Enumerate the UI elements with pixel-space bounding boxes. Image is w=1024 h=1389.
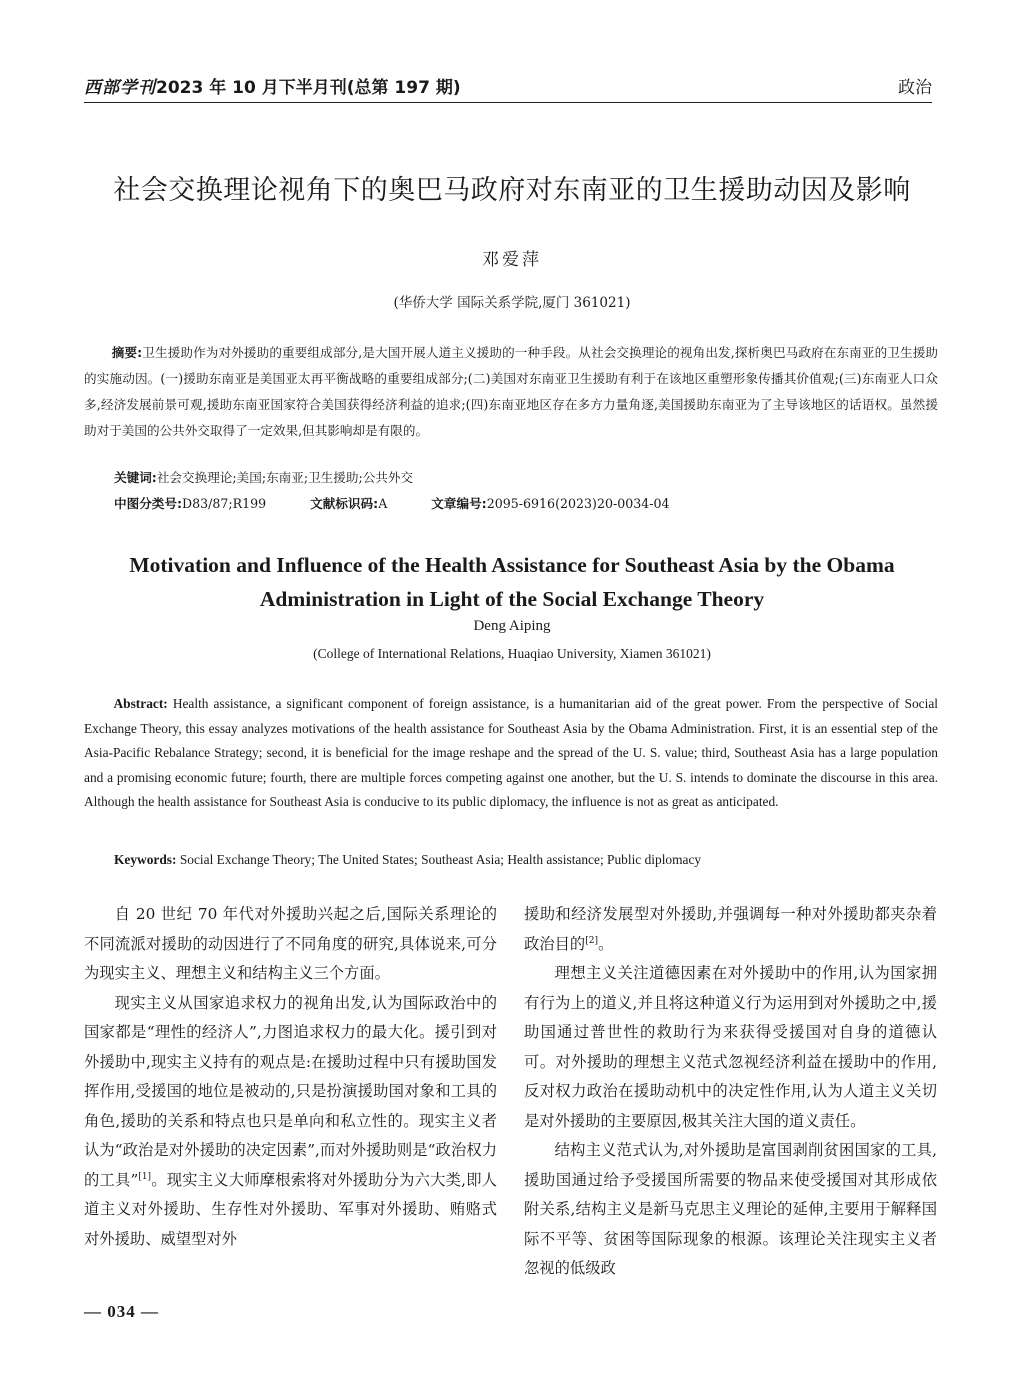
doc-label: 文献标识码: [310,496,379,511]
keywords-zh-text: 社会交换理论;美国;东南亚;卫生援助;公共外交 [156,470,414,485]
body-column-right [524,900,937,1284]
abstract-zh-text: 卫生援助作为对外援助的重要组成部分,是大国开展人道主义援助的一种手段。从社会交换理论的视角出发,探析奥巴马政府在东南亚的卫生援助的实施动因。(一)援助东南亚是美国亚太再平衡战略的重要组成部分;(二)美国对东南亚卫生援助有利于在该地区重塑形象传播其价值观;(三)东南亚人口众多,经济发展前景可观,援助东南亚国家符合美国获得经济利益的追求;(四)东南亚地区存在多方力量角逐,美国援助东南亚为了主导该地区的话语权。虽然援助对于美国的公共外交取得了一定效果,但其影响却是有限的。 [84,345,938,438]
abstract-zh [84,340,938,444]
running-header [84,70,932,103]
abstract-zh-label: 摘要: [111,345,143,360]
paragraph-text: 援助和经济发展型对外援助,并强调每一种对外援助都夹杂着政治目的 [524,905,937,953]
affiliation-zh: (华侨大学 国际关系学院,厦门 361021) [393,295,631,311]
doc-value: A [378,496,388,511]
clc-code [114,492,266,516]
keywords-zh-label: 关键词: [114,470,157,485]
article-label: 文章编号: [431,496,487,511]
keywords-en-label: Keywords: [114,852,177,867]
body-paragraph: 自 20 世纪 70 年代对外援助兴起之后,国际关系理论的不同流派对援助的动因进行了不同角度的研究,具体说来,可分为现实主义、理想主义和结构主义三个方面。 [84,905,497,982]
paragraph-text: 。现实主义大师摩根索将对外援助分为六大类,即人道主义对外援助、生存性对外援助、军事对外援助、贿赂式对外援助、威望型对外 [84,1170,497,1248]
citation-ref: [1] [138,1171,152,1182]
journal-logo: 西部学刊 [84,78,156,98]
keywords-en-text: Social Exchange Theory; The United States; Southeast Asia; Health assistance; Public diplomacy [179,852,702,867]
classification-line [114,492,714,516]
body-column-left [84,900,497,1254]
keywords-zh [114,466,938,490]
article-title-zh: 社会交换理论视角下的奥巴马政府对东南亚的卫生援助动因及影响 [113,175,911,206]
journal-issue [84,73,461,102]
article-value: 2095-6916(2023)20-0034-04 [486,496,670,511]
document-code [310,492,387,516]
body-paragraph: 结构主义范式认为,对外援助是富国剥削贫困国家的工具,援助国通过给予受援国所需要的物品来使受援国对其形成依附关系,结构主义是新马克思主义理论的延伸,主要用于解释国际不平等、贫困等国际现象的根源。该理论关注现实主义者忽视的低级政 [524,1141,937,1277]
abstract-en [84,692,938,815]
affiliation-en: (College of International Relations, Huaqiao University, Xiamen 361021) [313,646,711,661]
article-number [431,492,669,516]
citation-ref: [2] [585,935,598,946]
body-paragraph [524,900,937,959]
clc-value: D83/87;R199 [182,496,267,511]
author-en: Deng Aiping [473,618,551,634]
section-label: 政治 [898,78,932,98]
page-number: — 034 — [84,1302,159,1321]
keywords-en [114,848,938,872]
paragraph-text: 。 [597,934,614,953]
abstract-en-label: Abstract: [113,696,168,711]
author-zh: 邓爱萍 [482,250,542,270]
issue-text: 2023 年 10 月下半月刊(总第 197 期) [156,78,461,98]
body-paragraph [84,989,497,1255]
abstract-en-text: Health assistance, a significant component of foreign assistance, is a humanitarian aid of the great power. From the perspective of Social Exchange Theory, this essay analyzes motivations of the health assistance for Southeast Asia by the Obama Administration. First, it is an essential step of the Asia-Pacific Rebalance Strategy; second, it is beneficial for the image reshape and the spread of the U. S. value; third, Southeast Asia has a large population and a promising economic future; fourth, there are multiple forces competing against one another, but the U. S. intends to dominate the discourse in this area. Although the health assistance for Southeast Asia is conducive to its public diplomacy, the influence is not as great as anticipated. [84,696,938,809]
paragraph-text: 现实主义从国家追求权力的视角出发,认为国际政治中的国家都是“理性的经济人”,力图追求权力的最大化。援引到对外援助中,现实主义持有的观点是:在援助过程中只有援助国发挥作用,受援国的地位是被动的,只是扮演援助国对象和工具的角色,援助的关系和特点也只是单向和私立性的。现实主义者认为“政治是对外援助的决定因素”,而对外援助则是“政治权力的工具” [84,993,497,1189]
clc-label: 中图分类号: [114,496,183,511]
article-title-en: Motivation and Influence of the Health Assistance for Southeast Asia by the Obama Administration in Light of the Social Exchange Theory [129,553,895,611]
body-paragraph: 理想主义关注道德因素在对外援助中的作用,认为国家拥有行为上的道义,并且将这种道义行为运用到对外援助之中,援助国通过普世性的救助行为来获得受援国对自身的道德认可。对外援助的理想主义范式忽视经济利益在援助中的作用,反对权力政治在援助动机中的决定性作用,认为人道主义关切是对外援助的主要原因,极其关注大国的道义责任。 [524,964,937,1130]
